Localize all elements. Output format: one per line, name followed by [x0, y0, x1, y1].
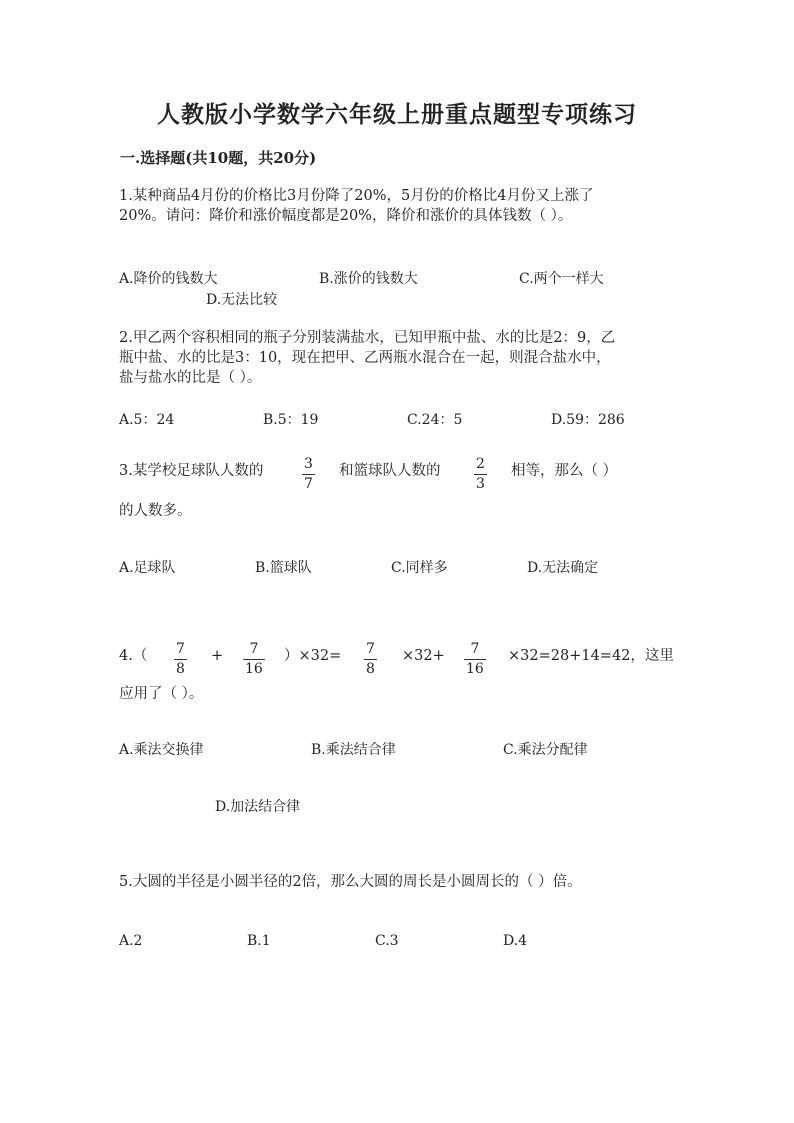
q3-text-part3: 相等，那么（ ） [511, 463, 618, 479]
q4-fraction-2 [243, 641, 265, 678]
q2-option-c: C.24：5 [407, 412, 463, 428]
q4-fraction-2-denominator: 16 [245, 661, 263, 677]
q2-line3: 盐与盐水的比是（ ）。 [119, 370, 262, 386]
q4-plus-sign: + [211, 648, 224, 664]
q4-fraction-4 [464, 641, 486, 678]
q2-option-d: D.59：286 [551, 412, 625, 428]
q2-line1: 2.甲乙两个容积相同的瓶子分别装满盐水，已知甲瓶中盐、水的比是2：9，乙 [119, 330, 616, 346]
q4-option-a: A.乘法交换律 [119, 742, 204, 758]
q3-fraction-2-denominator: 3 [476, 476, 485, 492]
q4-fraction-1-numerator: 7 [176, 641, 185, 657]
q1-option-d: D.无法比较 [206, 292, 278, 308]
q3-fraction-2 [474, 456, 487, 493]
q3-option-d: D.无法确定 [527, 560, 599, 576]
q1-line1: 1.某种商品4月份的价格比3月份降了20%，5月份的价格比4月份又上涨了 [119, 188, 594, 204]
q4-fraction-4-denominator: 16 [466, 661, 484, 677]
q4-text-part1: 4.（ [119, 648, 148, 664]
q4-fraction-1-denominator: 8 [176, 661, 185, 677]
fraction-bar [474, 474, 487, 475]
q2-line2: 瓶中盐、水的比是3：10，现在把甲、乙两瓶水混合在一起，则混合盐水中， [119, 350, 611, 366]
q2-option-a: A.5：24 [119, 412, 175, 428]
q4-fraction-2-numerator: 7 [249, 641, 259, 657]
fraction-bar [243, 659, 265, 660]
q4-text-part3: ×32+ [402, 648, 445, 664]
q2-option-b: B.5：19 [263, 412, 319, 428]
q4-fraction-3-denominator: 8 [366, 661, 375, 677]
q5-option-b: B.1 [247, 933, 271, 949]
q3-option-c: C.同样多 [391, 560, 448, 576]
q3-option-a: A.足球队 [119, 560, 176, 576]
q4-fraction-3 [364, 641, 377, 678]
q5-option-c: C.3 [375, 933, 399, 949]
q3-fraction-2-numerator: 2 [476, 456, 485, 472]
q4-option-c: C.乘法分配律 [503, 742, 588, 758]
q1-option-b: B.涨价的钱数大 [319, 271, 418, 287]
section-heading: 一.选择题(共10题，共20分) [120, 149, 317, 167]
q4-option-b: B.乘法结合律 [311, 742, 396, 758]
fraction-bar [302, 474, 315, 475]
fraction-bar [174, 659, 187, 660]
q3-fraction-1-denominator: 7 [304, 476, 313, 492]
q3-fraction-1-numerator: 3 [304, 456, 313, 472]
q3-fraction-1 [302, 456, 315, 493]
q4-fraction-4-numerator: 7 [470, 641, 480, 657]
q3-option-b: B.篮球队 [255, 560, 312, 576]
fraction-bar [464, 659, 486, 660]
q4-line2: 应用了（ ）。 [119, 686, 204, 702]
q4-fraction-1 [174, 641, 187, 678]
q4-text-part2: ）×32= [284, 648, 342, 664]
q1-option-c: C.两个一样大 [519, 271, 604, 287]
q1-option-a: A.降价的钱数大 [119, 271, 218, 287]
q5-option-a: A.2 [119, 933, 143, 949]
q5-line1: 5.大圆的半径是小圆半径的2倍，那么大圆的周长是小圆周长的（ ）倍。 [119, 874, 582, 890]
q3-text-part1: 3.某学校足球队人数的 [119, 463, 264, 479]
q4-text-part4: ×32=28+14=42，这里 [508, 648, 674, 664]
q4-option-d: D.加法结合律 [215, 799, 301, 815]
q3-text-part2: 和篮球队人数的 [339, 463, 441, 479]
q3-line2: 的人数多。 [119, 503, 192, 519]
fraction-bar [364, 659, 377, 660]
q5-option-d: D.4 [503, 933, 528, 949]
page-title: 人教版小学数学六年级上册重点题型专项练习 [157, 101, 637, 128]
q4-fraction-3-numerator: 7 [366, 641, 375, 657]
q1-line2: 20%。请问：降价和涨价幅度都是20%，降价和涨价的具体钱数（ ）。 [119, 208, 573, 224]
